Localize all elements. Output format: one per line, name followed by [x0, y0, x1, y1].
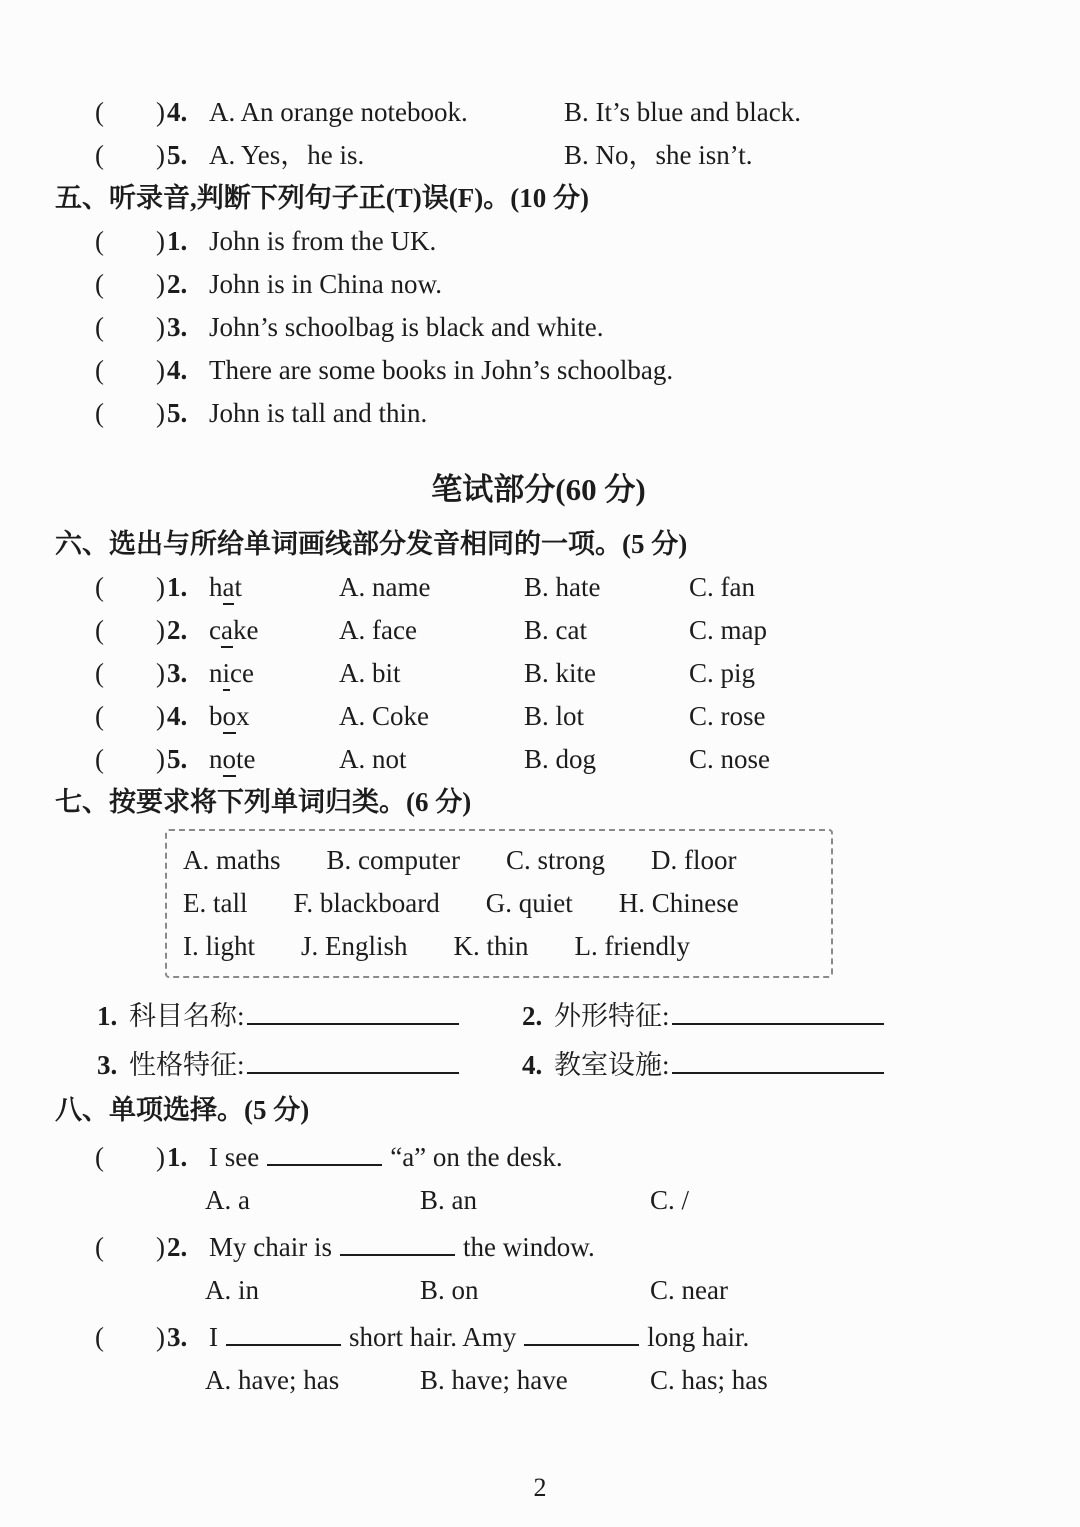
answer-parens	[95, 311, 165, 344]
paren-open: (	[95, 744, 104, 774]
word-bank-item: J. English	[301, 931, 408, 961]
option-c: C. pig	[689, 658, 756, 688]
section5-heading: 五、听录音,判断下列句子正(T)误(F)。(10 分)	[55, 183, 589, 213]
question-number: 1.	[167, 1142, 188, 1172]
statement-text: John’s schoolbag is black and white.	[209, 312, 604, 342]
category-item	[520, 1045, 945, 1082]
answer-blank	[247, 996, 459, 1025]
statement-text: There are some books in John’s schoolbag.	[209, 355, 674, 385]
word-part: c	[209, 615, 221, 645]
paren-close: )	[156, 398, 165, 428]
category-item	[95, 996, 520, 1033]
word-bank-item: K. thin	[453, 931, 529, 961]
answer-blank	[226, 1317, 341, 1346]
phonics-question-row	[95, 571, 1022, 604]
option-a: A. a	[205, 1185, 250, 1215]
underlined-letter: a	[221, 615, 233, 648]
question-number: 5.	[167, 398, 188, 428]
word-part: ce	[230, 658, 254, 688]
answer-blank	[524, 1317, 639, 1346]
section8-heading: 八、单项选择。(5 分)	[55, 1095, 310, 1125]
options-row	[205, 1364, 1022, 1397]
paren-open: (	[95, 615, 104, 645]
option-c: C. near	[650, 1275, 728, 1305]
word-part: t	[234, 572, 242, 602]
word-part: h	[209, 572, 223, 602]
option-b: B. No，she isn’t.	[564, 140, 753, 170]
word-part: n	[209, 658, 223, 688]
option-b: B. on	[420, 1275, 479, 1305]
option-c: C. map	[689, 615, 767, 645]
answer-blank	[267, 1137, 382, 1166]
paren-open: (	[95, 97, 104, 127]
word-bank-item: H. Chinese	[618, 888, 739, 918]
underlined-letter: o	[223, 701, 237, 734]
paren-close: )	[156, 312, 165, 342]
paren-close: )	[156, 615, 165, 645]
paren-close: )	[156, 355, 165, 385]
option-b: B. dog	[524, 744, 597, 774]
category-label: 性格特征:	[129, 1050, 245, 1080]
option-c: C. /	[650, 1185, 690, 1215]
paren-open: (	[95, 572, 104, 602]
paren-close: )	[156, 1142, 165, 1172]
answer-parens	[95, 268, 165, 301]
category-label: 教室设施:	[554, 1050, 670, 1080]
category-label: 外形特征:	[554, 1001, 670, 1031]
question-segment: I	[209, 1322, 218, 1352]
option-c: C. has; has	[650, 1365, 768, 1395]
paren-close: )	[156, 701, 165, 731]
underlined-letter: i	[223, 658, 231, 691]
answer-parens	[95, 139, 165, 172]
option-a: A. bit	[339, 658, 401, 688]
phonics-word	[209, 571, 339, 604]
question-row	[95, 1317, 1022, 1354]
underlined-letter: o	[223, 744, 237, 777]
answer-parens	[95, 1231, 165, 1264]
option-c: C. fan	[689, 572, 755, 602]
answer-parens	[95, 571, 165, 604]
question-number: 1.	[167, 226, 188, 256]
answer-parens	[95, 614, 165, 647]
question-row	[95, 397, 1022, 430]
written-part-title: 笔试部分(60 分)	[431, 472, 646, 507]
option-b: B. an	[420, 1185, 477, 1215]
question-text	[209, 1137, 1022, 1174]
paren-open: (	[95, 355, 104, 385]
word-bank-item: B. computer	[326, 845, 460, 875]
paren-open: (	[95, 140, 104, 170]
answer-parens	[95, 1321, 165, 1354]
option-c: C. nose	[689, 744, 770, 774]
answer-blank	[340, 1227, 455, 1256]
answer-blank	[247, 1045, 459, 1074]
paren-close: )	[156, 658, 165, 688]
question-number: 4.	[167, 701, 188, 731]
question-row	[95, 1137, 1022, 1174]
answer-parens	[95, 1141, 165, 1174]
options-row	[205, 1184, 1022, 1217]
question-number: 3.	[167, 658, 188, 688]
question-number: 4.	[167, 355, 188, 385]
option-a: A. not	[339, 744, 407, 774]
question-segment: short hair. Amy	[349, 1322, 517, 1352]
section6-heading: 六、选出与所给单词画线部分发音相同的一项。(5 分)	[55, 529, 688, 559]
option-b: B. kite	[524, 658, 596, 688]
paren-open: (	[95, 312, 104, 342]
question-row	[95, 225, 1022, 258]
option-a: A. name	[339, 572, 431, 602]
word-bank-item: C. strong	[505, 845, 605, 875]
category-item	[520, 996, 945, 1033]
paren-close: )	[156, 744, 165, 774]
option-a: A. Yes，he is.	[209, 140, 365, 170]
paren-open: (	[95, 226, 104, 256]
word-part: te	[236, 744, 256, 774]
option-b: B. lot	[524, 701, 585, 731]
answer-blank	[672, 996, 884, 1025]
word-bank-line	[183, 925, 815, 968]
question-segment: My chair is	[209, 1232, 332, 1262]
section7-heading: 七、按要求将下列单词归类。(6 分)	[55, 787, 472, 817]
word-part: b	[209, 701, 223, 731]
category-number: 1.	[97, 1001, 118, 1031]
phonics-question-row	[95, 700, 1022, 733]
paren-open: (	[95, 1232, 104, 1262]
word-bank-line	[183, 882, 815, 925]
question-row	[95, 268, 1022, 301]
question-row	[95, 139, 1022, 172]
question-number: 2.	[167, 1232, 188, 1262]
question-number: 3.	[167, 312, 188, 342]
word-part: ke	[232, 615, 259, 645]
question-number: 5.	[167, 744, 188, 774]
paren-open: (	[95, 1142, 104, 1172]
question-row	[95, 354, 1022, 387]
category-row	[95, 996, 1022, 1033]
category-number: 4.	[522, 1050, 543, 1080]
paren-close: )	[156, 97, 165, 127]
question-number: 1.	[167, 572, 188, 602]
answer-parens	[95, 96, 165, 129]
paren-close: )	[156, 269, 165, 299]
question-segment: long hair.	[647, 1322, 750, 1352]
option-c: C. rose	[689, 701, 766, 731]
question-number: 2.	[167, 615, 188, 645]
category-item	[95, 1045, 520, 1082]
answer-blank	[672, 1045, 884, 1074]
paren-open: (	[95, 1322, 104, 1352]
word-bank-item: G. quiet	[485, 888, 573, 918]
statement-text: John is tall and thin.	[209, 398, 428, 428]
option-b: B. cat	[524, 615, 587, 645]
question-number: 5.	[167, 140, 188, 170]
page-number: 2	[533, 1473, 547, 1502]
word-bank-item: I. light	[183, 931, 255, 961]
question-row	[95, 96, 1022, 129]
category-row	[95, 1045, 1022, 1082]
paren-open: (	[95, 701, 104, 731]
paren-close: )	[156, 572, 165, 602]
paren-open: (	[95, 658, 104, 688]
phonics-word	[209, 657, 339, 690]
paren-close: )	[156, 1322, 165, 1352]
word-bank-item: F. blackboard	[293, 888, 440, 918]
options-row	[205, 1274, 1022, 1307]
phonics-question-row	[95, 657, 1022, 690]
answer-parens	[95, 700, 165, 733]
word-bank-item: E. tall	[183, 888, 248, 918]
question-row	[95, 311, 1022, 344]
answer-parens	[95, 397, 165, 430]
answer-parens	[95, 354, 165, 387]
category-number: 2.	[522, 1001, 543, 1031]
option-a: A. face	[339, 615, 417, 645]
option-a: A. Coke	[339, 701, 429, 731]
option-b: B. It’s blue and black.	[564, 97, 801, 127]
phonics-word	[209, 743, 339, 776]
option-b: B. hate	[524, 572, 601, 602]
question-row	[95, 1227, 1022, 1264]
phonics-question-row	[95, 743, 1022, 776]
option-a: A. have; has	[205, 1365, 340, 1395]
statement-text: John is in China now.	[209, 269, 443, 299]
word-bank-item: A. maths	[183, 845, 281, 875]
question-segment: I see	[209, 1142, 260, 1172]
phonics-word	[209, 700, 339, 733]
phonics-question-row	[95, 614, 1022, 647]
option-a: A. An orange notebook.	[209, 97, 468, 127]
answer-parens	[95, 225, 165, 258]
option-b: B. have; have	[420, 1365, 568, 1395]
underlined-letter: a	[223, 572, 235, 605]
paren-open: (	[95, 398, 104, 428]
question-number: 3.	[167, 1322, 188, 1352]
question-number: 2.	[167, 269, 188, 299]
answer-parens	[95, 657, 165, 690]
phonics-word	[209, 614, 339, 647]
paren-close: )	[156, 1232, 165, 1262]
category-number: 3.	[97, 1050, 118, 1080]
paren-close: )	[156, 140, 165, 170]
question-text	[209, 1227, 1022, 1264]
word-bank-line	[183, 839, 815, 882]
question-segment: the window.	[462, 1232, 595, 1262]
word-bank-item: D. floor	[651, 845, 737, 875]
question-number: 4.	[167, 97, 188, 127]
question-text	[209, 1317, 1022, 1354]
statement-text: John is from the UK.	[209, 226, 437, 256]
word-part: n	[209, 744, 223, 774]
word-bank-item: L. friendly	[574, 931, 690, 961]
category-label: 科目名称:	[129, 1001, 245, 1031]
option-a: A. in	[205, 1275, 259, 1305]
paren-open: (	[95, 269, 104, 299]
question-segment: “a” on the desk.	[390, 1142, 563, 1172]
answer-parens	[95, 743, 165, 776]
word-bank-box	[165, 829, 833, 978]
paren-close: )	[156, 226, 165, 256]
word-part: x	[236, 701, 250, 731]
